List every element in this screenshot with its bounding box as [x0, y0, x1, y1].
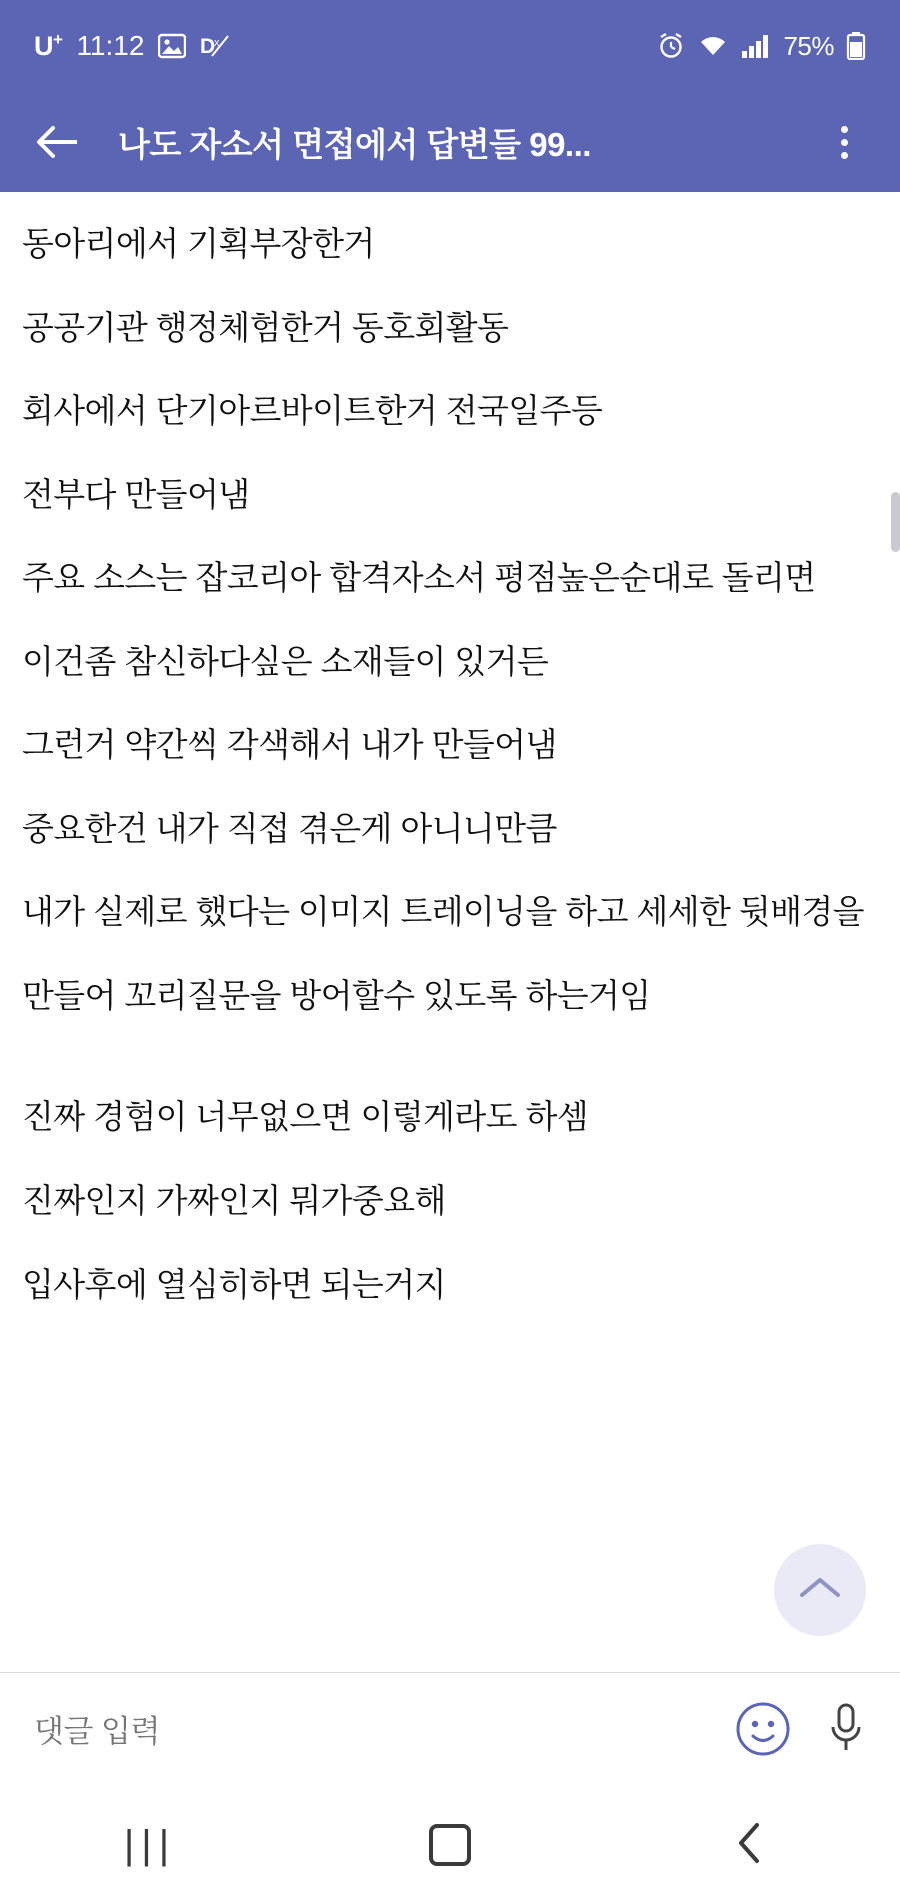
status-clock: 11:12: [76, 30, 145, 61]
post-paragraph: 동아리에서 기획부장한거: [22, 225, 375, 262]
nav-home-button[interactable]: [390, 1790, 510, 1900]
vertical-scrollbar[interactable]: [891, 492, 900, 552]
carrier-label: U+: [34, 30, 63, 61]
status-bar-left: [34, 30, 230, 62]
post-paragraph-blank: [22, 1057, 878, 1075]
battery-icon: [846, 32, 866, 60]
emoji-icon[interactable]: [734, 1700, 792, 1763]
signal-icon: [741, 33, 771, 59]
post-paragraph: 중요한건 내가 직접 겪은게 아니니만큼: [22, 809, 557, 847]
post-paragraph: 주요 소스는 잡코리아 합격자소서 평점높은순대로 돌리면: [22, 559, 816, 597]
home-icon: [429, 1824, 471, 1866]
post-paragraph: 그런거 약간씩 각색해서 내가 만들어냄: [22, 726, 557, 764]
scroll-to-top-button[interactable]: [774, 1544, 866, 1636]
microphone-icon[interactable]: [826, 1700, 866, 1763]
back-arrow-icon[interactable]: [26, 110, 90, 174]
post-paragraph: 진짜 경험이 너무없으면 이렇게라도 하셈: [22, 1098, 588, 1136]
overflow-menu-icon[interactable]: [814, 110, 874, 174]
image-icon: [158, 33, 186, 59]
recents-icon: |||: [123, 1822, 177, 1867]
dnd-data-icon: [200, 32, 230, 60]
post-paragraph: 진짜인지 가짜인지 뭐가중요해: [22, 1182, 446, 1220]
comment-input[interactable]: [34, 1714, 734, 1750]
carrier-superscript: +: [53, 30, 63, 49]
post-paragraph: 전부다 만들어냄: [22, 475, 250, 513]
post-paragraph: 입사후에 열심히하면 되는거지: [22, 1265, 446, 1303]
svg-text:x: x: [214, 37, 220, 49]
post-paragraph: 내가 실제로 했다는 이미지 트레이닝을 하고 세세한 뒷배경을: [22, 893, 864, 931]
comment-actions: [734, 1700, 866, 1763]
app-bar: [0, 92, 900, 192]
post-paragraph: 회사에서 단기아르바이트한거 전국일주등: [22, 392, 603, 430]
nav-recents-button[interactable]: [90, 1790, 210, 1900]
wifi-icon: [697, 33, 729, 59]
page-title: 나도 자소서 면접에서 답변들 99...: [118, 125, 591, 163]
nav-back-icon: [733, 1819, 767, 1872]
status-bar: [0, 0, 900, 92]
status-bar-right: [657, 31, 866, 62]
svg-text:D: D: [200, 35, 216, 58]
alarm-icon: [657, 32, 685, 60]
android-nav-bar: [0, 1790, 900, 1900]
post-content[interactable]: [0, 192, 900, 1672]
post-paragraph: 공공기관 행정체험한거 동호회활동: [22, 308, 509, 346]
chevron-up-icon: [796, 1573, 844, 1608]
battery-percent-label: 75%: [783, 30, 834, 61]
post-paragraph: 이건좀 참신하다싶은 소재들이 있거든: [22, 642, 549, 680]
post-paragraph: 만들어 꼬리질문을 방어할수 있도록 하는거임: [22, 976, 651, 1014]
nav-back-button[interactable]: [690, 1790, 810, 1900]
comment-bar: [0, 1672, 900, 1790]
